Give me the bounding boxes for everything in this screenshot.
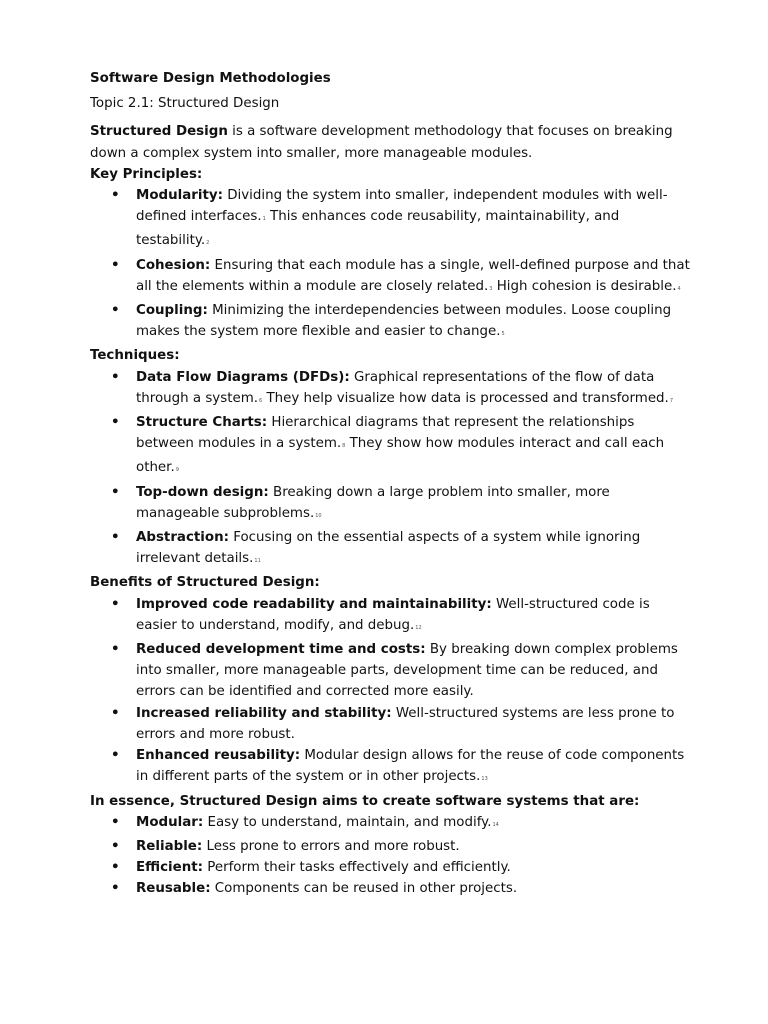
citation-marker: 10 [315, 512, 322, 519]
item-text: Perform their tasks effectively and efficiently. [202, 860, 511, 876]
item-term: Reliable: [136, 838, 203, 854]
item-term: Increased reliability and stability: [136, 705, 392, 721]
list-item [90, 745, 690, 790]
document-title: Software Design Methodologies [90, 71, 331, 86]
item-text: Hierarchical diagrams that represent the relationships between modules in a system. [136, 415, 635, 452]
item-text: Modular design allows for the reuse of code components in different parts of the system or in other projects. [136, 748, 685, 785]
list-item [90, 812, 690, 836]
citation-marker: 9 [175, 467, 179, 474]
item-text: Well-structured code is easier to understand, modify, and debug. [136, 596, 650, 633]
item-text: Ensuring that each module has a single, well-defined purpose and that all the elements within a module are closely related. [136, 257, 690, 294]
item-text-continued: High cohesion is desirable. [492, 278, 677, 294]
citation-marker: 7 [669, 397, 673, 404]
list-item [90, 836, 690, 857]
section-heading: In essence, Structured Design aims to create software systems that are: [90, 793, 640, 809]
document-page [90, 68, 690, 900]
item-term: Top-down design: [136, 484, 269, 500]
item-term: Cohesion: [136, 257, 211, 273]
citation-marker: 3 [489, 285, 493, 292]
item-term: Enhanced reusability: [136, 748, 301, 764]
list-item [90, 185, 690, 255]
list-item [90, 527, 690, 572]
bullet-list [90, 594, 690, 791]
section-heading: Techniques: [90, 348, 180, 364]
section-heading: Key Principles: [90, 166, 203, 182]
citation-marker: 2 [206, 240, 210, 247]
list-item [90, 639, 690, 703]
citation-marker: 6 [259, 397, 263, 404]
list-item [90, 857, 690, 878]
item-text: Well-structured systems are less prone to errors and more robust. [136, 705, 675, 742]
bullet-list [90, 367, 690, 573]
list-item [90, 367, 690, 412]
item-term: Reduced development time and costs: [136, 642, 426, 658]
item-text-continued: They help visualize how data is processed and transformed. [262, 390, 669, 406]
item-term: Structure Charts: [136, 415, 268, 431]
item-text: Components can be reused in other projects. [210, 881, 518, 897]
citation-marker: 1 [262, 216, 266, 223]
list-item [90, 255, 690, 300]
citation-marker: 5 [501, 331, 505, 338]
citation-marker: 13 [481, 776, 488, 783]
intro-text: is a software development methodology that focuses on breaking down a complex system into smaller, more manageable modules. [90, 124, 673, 161]
list-item [90, 412, 690, 482]
item-term: Modular: [136, 814, 204, 830]
item-text: Focusing on the essential aspects of a system while ignoring irrelevant details. [136, 530, 641, 567]
intro-paragraph [90, 121, 690, 163]
item-term: Reusable: [136, 881, 211, 897]
item-text-continued: They show how modules interact and call each other. [136, 436, 665, 476]
citation-marker: 12 [415, 624, 422, 631]
item-term: Modularity: [136, 188, 223, 204]
list-item [90, 482, 690, 527]
item-text: Graphical representations of the flow of data through a system. [136, 369, 655, 406]
list-item [90, 594, 690, 639]
item-term: Coupling: [136, 303, 208, 319]
item-text: Less prone to errors and more robust. [202, 838, 460, 854]
item-term: Efficient: [136, 860, 203, 876]
item-text: Dividing the system into smaller, independent modules with well-defined interfaces. [136, 188, 668, 225]
item-text: Breaking down a large problem into smaller, more manageable subproblems. [136, 484, 610, 521]
item-text: By breaking down complex problems into smaller, more manageable parts, development time can be reduced, and errors can be identified and corrected more easily. [136, 642, 678, 700]
topic-heading: Topic 2.1: Structured Design [90, 96, 280, 112]
item-text: Minimizing the interdependencies between modules. Loose coupling makes the system more flexible and easier to change. [136, 303, 672, 340]
item-term: Improved code readability and maintainability: [136, 596, 492, 612]
bullet-list [90, 812, 690, 900]
citation-marker: 11 [254, 558, 261, 565]
section-heading: Benefits of Structured Design: [90, 575, 320, 591]
bullet-list [90, 185, 690, 345]
item-term: Data Flow Diagrams (DFDs): [136, 369, 350, 385]
intro-term: Structured Design [90, 124, 228, 140]
citation-marker: 4 [677, 285, 681, 292]
list-item [90, 703, 690, 745]
citation-marker: 8 [342, 443, 346, 450]
item-term: Abstraction: [136, 530, 229, 546]
list-item [90, 300, 690, 345]
sections-container [90, 164, 690, 900]
citation-marker: 14 [492, 821, 499, 828]
item-text-continued: This enhances code reusability, maintainability, and testability. [136, 209, 620, 249]
item-text: Easy to understand, maintain, and modify. [203, 814, 492, 830]
list-item [90, 878, 690, 899]
